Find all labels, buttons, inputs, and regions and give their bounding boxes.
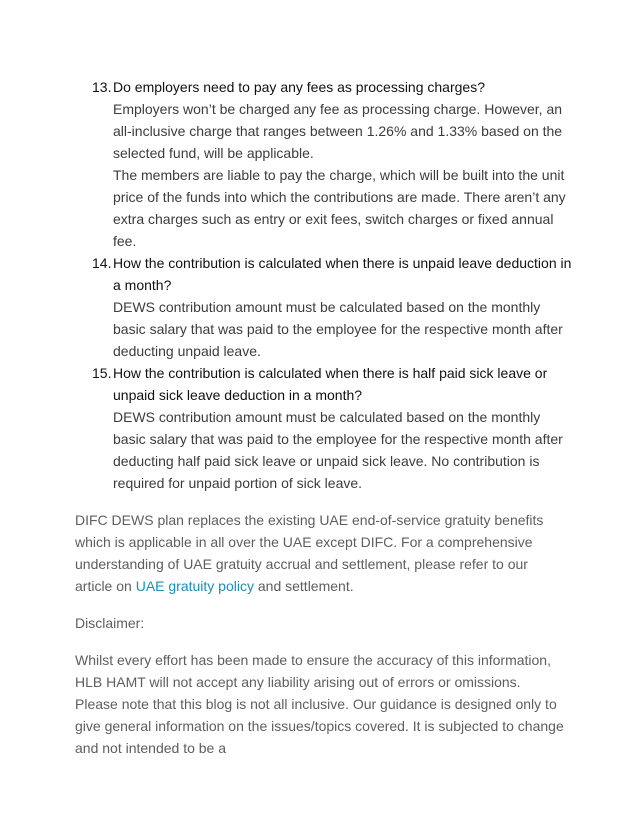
- faq-number: 13.: [92, 79, 112, 95]
- faq-list: [92, 76, 572, 494]
- faq-item-14: [92, 252, 572, 362]
- faq-number: 14.: [92, 255, 112, 271]
- faq-number: 15.: [92, 365, 112, 381]
- uae-gratuity-policy-link[interactable]: UAE gratuity policy: [135, 578, 254, 594]
- faq-answer: DEWS contribution amount must be calculated based on the monthly basic salary that was paid to the employee for the respective month after deducting unpaid leave.: [113, 299, 563, 359]
- faq-answer: Employers won’t be charged any fee as processing charge. However, an all-inclusive charge that ranges between 1.26% and 1.33% based on the selected fund, will be applicable.: [113, 101, 563, 161]
- faq-answer: DEWS contribution amount must be calculated based on the monthly basic salary that was paid to the employee for the respective month after deducting half paid sick leave or unpaid sick leave. No contribution is required for unpaid portion of sick leave.: [113, 409, 563, 491]
- summary-paragraph: [75, 509, 567, 597]
- faq-question: Do employers need to pay any fees as processing charges?: [113, 79, 485, 95]
- disclaimer-text: Whilst every effort has been made to ensure the accuracy of this information, HLB HAMT will not accept any liability arising out of errors or omissions. Please note that this blog is not all inclusive. Our guidance is designed only to give general information on the issues/topics covered. It is subjected to change and not intended to be a: [75, 652, 564, 756]
- faq-answer: The members are liable to pay the charge, which will be built into the unit price of the funds into which the contributions are made. There aren’t any extra charges such as entry or exit fees, switch charges or fixed annual fee.: [113, 167, 566, 249]
- faq-item-13: [92, 76, 572, 252]
- faq-question: How the contribution is calculated when there is unpaid leave deduction in a month?: [113, 255, 572, 293]
- summary-text-after-link: and settlement.: [253, 578, 354, 594]
- disclaimer-heading: Disclaimer:: [75, 615, 145, 631]
- summary-text-before-link: DIFC DEWS plan replaces the existing UAE end-of-service gratuity benefits which is applicable in all over the UAE except DIFC. For a comprehensive understanding of UAE gratuity accrual and settlement, please refer to our article on: [75, 512, 544, 594]
- faq-question: How the contribution is calculated when there is half paid sick leave or unpaid sick leave deduction in a month?: [113, 365, 548, 403]
- faq-item-15: [92, 362, 572, 494]
